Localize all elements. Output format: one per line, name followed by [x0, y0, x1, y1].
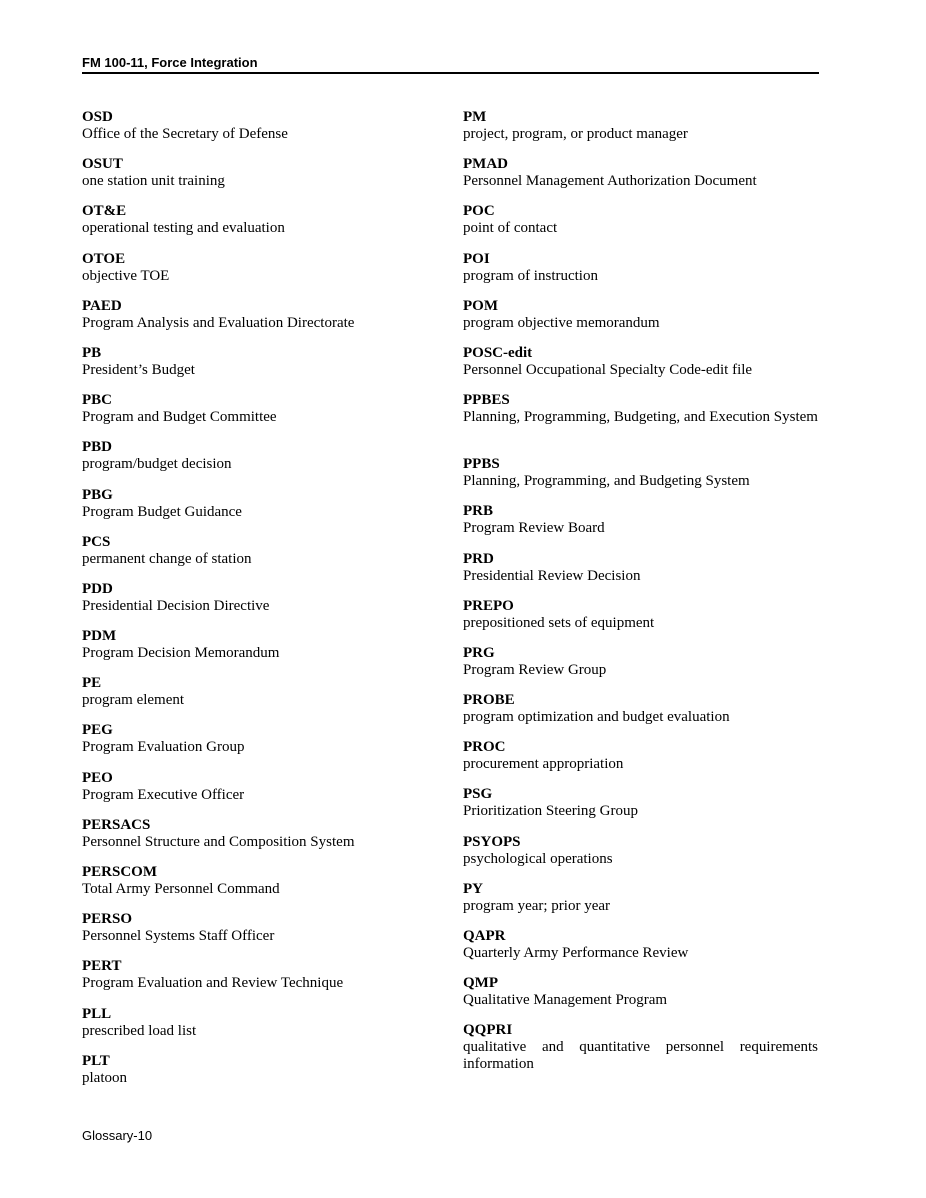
term: OSD [82, 109, 113, 125]
definition: platoon [82, 1069, 127, 1086]
definition: objective TOE [82, 267, 170, 284]
glossary-entry [463, 392, 818, 456]
term: PERSCOM [82, 864, 157, 880]
term: PERSO [82, 911, 133, 928]
term: PBG [82, 486, 113, 503]
page-number: Glossary-10 [82, 1128, 153, 1143]
definition: Presidential Review Decision [463, 567, 641, 584]
glossary-entry [82, 534, 437, 581]
term: PEG [82, 722, 113, 739]
glossary-entry [463, 645, 818, 692]
definition: Prioritization Steering Group [463, 803, 638, 820]
term: OTOE [82, 250, 126, 267]
definition: Program Decision Memorandum [82, 645, 280, 662]
glossary-left-column [82, 109, 437, 1100]
term: POI [463, 250, 490, 267]
glossary-entry [463, 786, 818, 833]
definition: Program Analysis and Evaluation Directorate [82, 314, 355, 331]
definition: operational testing and evaluation [82, 220, 285, 237]
term: PSYOPS [463, 833, 521, 850]
term: PB [82, 344, 102, 361]
definition: Total Army Personnel Command [82, 881, 280, 897]
definition: program/budget decision [82, 456, 232, 473]
term: PPBES [463, 392, 510, 409]
term: PM [463, 109, 487, 125]
glossary-entry [82, 392, 437, 439]
glossary-entry [463, 598, 818, 645]
definition: Program Review Group [463, 661, 607, 678]
term: PRG [463, 644, 495, 661]
glossary-entry [463, 975, 818, 1022]
term: PMAD [463, 156, 508, 173]
glossary-entry [82, 864, 437, 911]
term: POSC-edit [463, 344, 533, 361]
glossary-entry [82, 487, 437, 534]
term: PLT [82, 1052, 110, 1069]
term: PERSACS [82, 816, 151, 833]
glossary-entry [463, 203, 818, 250]
definition: point of contact [463, 220, 558, 237]
term: PAED [82, 297, 122, 314]
glossary-entry [463, 109, 818, 156]
definition: Office of the Secretary of Defense [82, 126, 288, 142]
definition: Program Budget Guidance [82, 503, 242, 520]
glossary-entry [463, 692, 818, 739]
glossary-entry [463, 739, 818, 786]
term: PEO [82, 769, 113, 786]
glossary-entry [82, 675, 437, 722]
glossary-entry [82, 109, 437, 156]
glossary-entry [82, 156, 437, 203]
definition: procurement appropriation [463, 756, 624, 773]
term: PREPO [463, 597, 514, 614]
definition: Quarterly Army Performance Review [463, 945, 689, 961]
definition: Personnel Systems Staff Officer [82, 928, 275, 945]
term: PBD [82, 439, 112, 456]
glossary-right-column [463, 109, 818, 1086]
glossary-entry [463, 456, 818, 503]
glossary-entry [82, 722, 437, 769]
definition: psychological operations [463, 850, 613, 867]
definition: Program Review Board [463, 520, 605, 537]
glossary-entry [82, 203, 437, 250]
definition: program element [82, 692, 185, 709]
definition: one station unit training [82, 173, 225, 190]
definition: project, program, or product manager [463, 126, 688, 142]
definition: Program Evaluation and Review Technique [82, 975, 344, 992]
term: PDM [82, 628, 117, 645]
definition: Planning, Programming, Budgeting, and Execution System [463, 409, 818, 426]
term: PPBS [463, 456, 500, 473]
term: QAPR [463, 928, 506, 944]
glossary-entry [463, 503, 818, 550]
glossary-entry [463, 298, 818, 345]
term: PRD [463, 550, 494, 567]
definition: President’s Budget [82, 361, 195, 378]
term: PSG [463, 786, 493, 803]
definition: Program Executive Officer [82, 786, 245, 803]
definition: program objective memorandum [463, 314, 660, 331]
definition: qualitative and quantitative personnel requirements information [463, 1039, 818, 1073]
glossary-entry [463, 551, 818, 598]
glossary-entry [82, 251, 437, 298]
term: POC [463, 203, 495, 220]
definition: program of instruction [463, 267, 598, 284]
term: OSUT [82, 156, 123, 173]
definition: prepositioned sets of equipment [463, 614, 655, 631]
term: PY [463, 880, 483, 897]
glossary-entry [463, 881, 818, 928]
term: PDD [82, 580, 113, 597]
glossary-entry [463, 1022, 818, 1086]
definition: Personnel Management Authorization Document [463, 173, 757, 190]
definition: prescribed load list [82, 1022, 197, 1039]
definition: Program and Budget Committee [82, 409, 277, 426]
term: PRB [463, 503, 493, 520]
term: PCS [82, 533, 111, 550]
glossary-entry [82, 911, 437, 958]
glossary-entry [82, 628, 437, 675]
term: PBC [82, 392, 112, 409]
term: POM [463, 297, 498, 314]
glossary-entry [82, 345, 437, 392]
term: PROC [463, 739, 506, 756]
glossary-entry [82, 817, 437, 864]
glossary-entry [463, 156, 818, 203]
glossary-entry [82, 581, 437, 628]
glossary-entry [82, 1053, 437, 1100]
definition: Qualitative Management Program [463, 992, 668, 1009]
term: PROBE [463, 692, 515, 709]
definition: permanent change of station [82, 550, 252, 567]
definition: program optimization and budget evaluation [463, 709, 730, 726]
glossary-entry [82, 298, 437, 345]
glossary-entry [82, 958, 437, 1005]
glossary-entry [463, 834, 818, 881]
running-header: FM 100-11, Force Integration [82, 55, 819, 74]
definition: Planning, Programming, and Budgeting System [463, 473, 750, 490]
term: OT&E [82, 203, 127, 220]
term: PE [82, 675, 102, 692]
definition: Program Evaluation Group [82, 739, 245, 756]
glossary-entry [82, 1006, 437, 1053]
glossary-entry [463, 928, 818, 975]
term: PLL [82, 1005, 112, 1022]
definition: Personnel Structure and Composition System [82, 833, 355, 850]
definition: Presidential Decision Directive [82, 597, 270, 614]
definition: Personnel Occupational Specialty Code-edit file [463, 361, 753, 378]
term: QMP [463, 975, 498, 992]
term: QQPRI [463, 1022, 513, 1039]
definition: program year; prior year [463, 897, 611, 914]
glossary-entry [463, 251, 818, 298]
term: PERT [82, 958, 122, 975]
glossary-entry [463, 345, 818, 392]
glossary-entry [82, 439, 437, 486]
glossary-entry [82, 770, 437, 817]
